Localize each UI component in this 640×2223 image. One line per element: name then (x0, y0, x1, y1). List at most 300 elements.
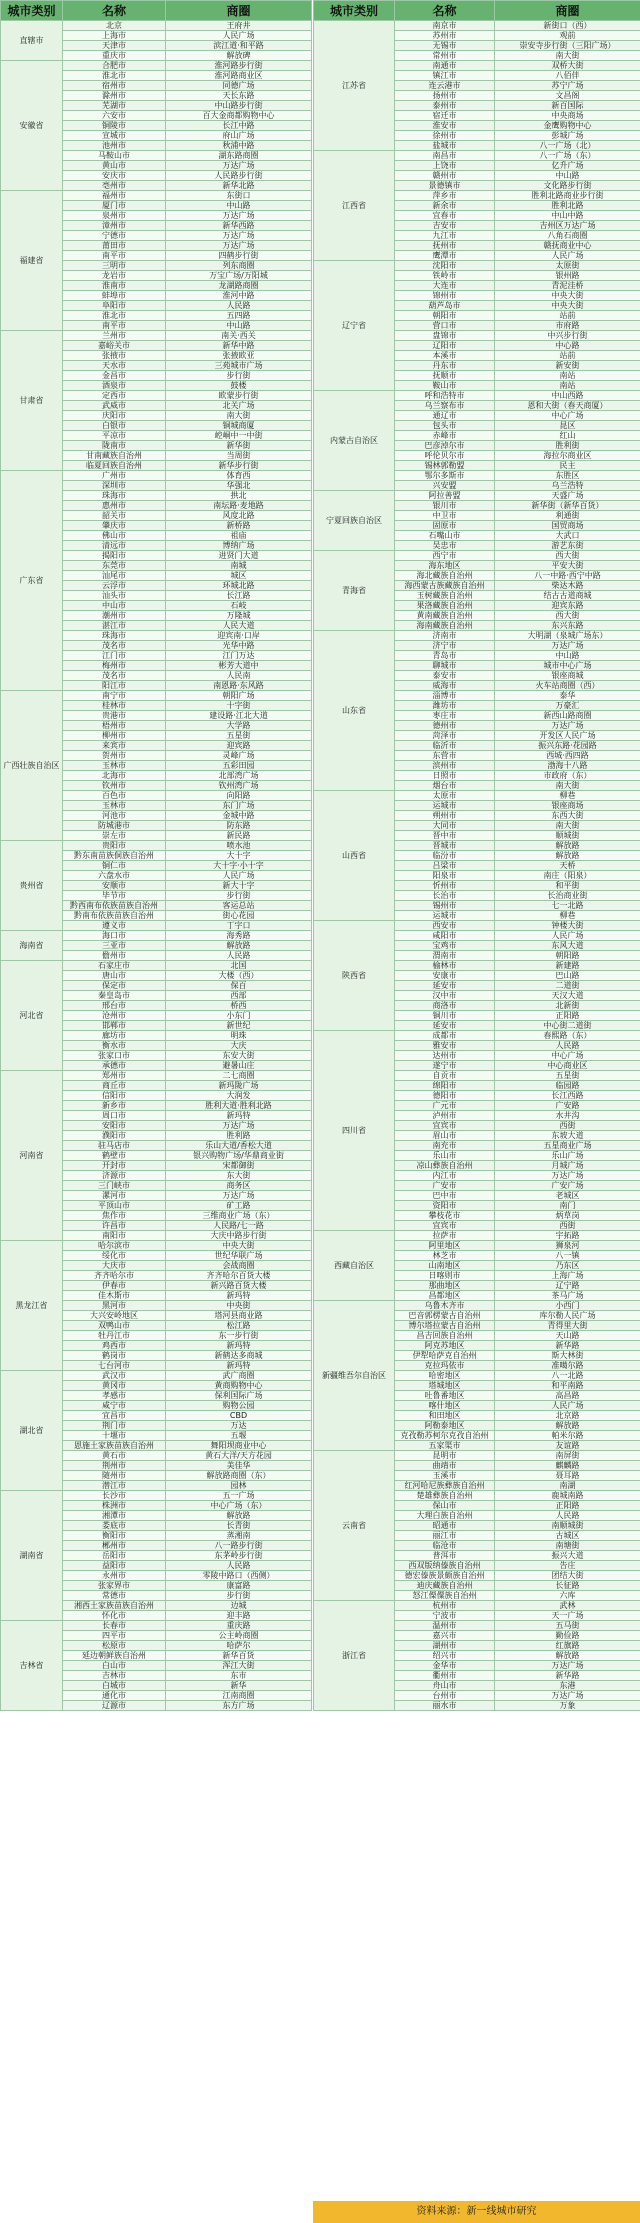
mall-cell: 西街 (495, 1121, 640, 1131)
city-cell: 南昌市 (395, 151, 495, 161)
city-cell: 吉林市 (63, 1671, 166, 1681)
city-cell: 钦州市 (63, 781, 166, 791)
mall-cell: 柳巷 (495, 791, 640, 801)
mall-cell: 长征路 (495, 1581, 640, 1591)
city-header: 名称 (395, 1, 495, 21)
city-cell: 黑河市 (63, 1301, 166, 1311)
mall-cell: 华强北 (166, 481, 312, 491)
city-cell: 郴州市 (63, 1541, 166, 1551)
mall-cell: 新华西路 (166, 221, 312, 231)
mall-cell: 中心路 (495, 341, 640, 351)
city-cell: 海东地区 (395, 561, 495, 571)
city-cell: 济宁市 (395, 641, 495, 651)
city-header: 名称 (63, 1, 166, 21)
city-cell: 泰州市 (395, 101, 495, 111)
table-row (1, 1241, 312, 1251)
mall-cell: 朝阳广场 (166, 691, 312, 701)
mall-cell: 人民路 (166, 301, 312, 311)
city-cell: 宿迁市 (395, 111, 495, 121)
city-cell: 青岛市 (395, 651, 495, 661)
province-cell: 广东省 (1, 471, 63, 691)
mall-cell: 东门广场 (166, 801, 312, 811)
city-cell: 金华市 (395, 1661, 495, 1671)
province-cell: 山西省 (314, 791, 395, 921)
mall-cell: 银座商场 (495, 801, 640, 811)
mall-cell: 高昌路 (495, 1391, 640, 1401)
city-cell: 荆州市 (63, 1461, 166, 1471)
province-cell: 甘肃省 (1, 331, 63, 471)
mall-cell: 防东路 (166, 821, 312, 831)
city-cell: 宣城市 (63, 131, 166, 141)
table-row (314, 551, 640, 561)
mall-cell: 万达 (166, 1421, 312, 1431)
city-cell: 连云港市 (395, 81, 495, 91)
mall-cell: 西大街 (495, 551, 640, 561)
mall-cell: 解放路商圈（东） (166, 1471, 312, 1481)
mall-cell: 新安街 (495, 361, 640, 371)
mall-cell: 重庆路 (166, 1621, 312, 1631)
city-cell: 雅安市 (395, 1041, 495, 1051)
mall-cell: 太原街 (495, 261, 640, 271)
city-cell: 绍兴市 (395, 1651, 495, 1661)
mall-cell: 八一镇 (495, 1251, 640, 1261)
table-row (314, 21, 640, 31)
province-cell: 宁夏回族自治区 (314, 491, 395, 551)
mall-cell: 二道街 (495, 981, 640, 991)
city-cell: 运城市 (395, 801, 495, 811)
city-cell: 儋州市 (63, 951, 166, 961)
mall-cell: 南大街 (495, 51, 640, 61)
mall-cell: 乃东区 (495, 1261, 640, 1271)
city-cell: 无锡市 (395, 41, 495, 51)
mall-cell: 胜利北路商业步行街 (495, 191, 640, 201)
mall-cell: 渤海十八路 (495, 761, 640, 771)
mall-cell: 东一步行街 (166, 1331, 312, 1341)
mall-cell: 西大街 (495, 611, 640, 621)
city-cell: 漳州市 (63, 221, 166, 231)
mall-header: 商圈 (495, 1, 640, 21)
city-cell: 保山市 (395, 1501, 495, 1511)
province-cell: 贵州省 (1, 841, 63, 931)
mall-cell: 边城 (166, 1601, 312, 1611)
city-cell: 鹤岗市 (63, 1351, 166, 1361)
mall-cell: 新华北路 (166, 181, 312, 191)
city-cell: 新乡市 (63, 1101, 166, 1111)
city-cell: 张掖市 (63, 351, 166, 361)
mall-cell: 苏宁广场 (495, 81, 640, 91)
city-cell: 崇左市 (63, 831, 166, 841)
city-cell: 白山市 (63, 1661, 166, 1671)
mall-cell: 振兴东路·花园路 (495, 741, 640, 751)
table-row (1, 961, 312, 971)
mall-cell: 大武口 (495, 531, 640, 541)
city-cell: 克孜勒苏柯尔克孜自治州 (395, 1431, 495, 1441)
city-cell: 塔城地区 (395, 1381, 495, 1391)
mall-cell: 迎宾路 (166, 741, 312, 751)
city-cell: 七台河市 (63, 1361, 166, 1371)
city-cell: 梅州市 (63, 661, 166, 671)
mall-cell: 天山路 (495, 1331, 640, 1341)
mall-cell: 中山路 (495, 651, 640, 661)
city-cell: 银川市 (395, 501, 495, 511)
city-cell: 淄博市 (395, 691, 495, 701)
mall-cell: 武林 (495, 1601, 640, 1611)
city-cell: 巴音郭楞蒙古自治州 (395, 1311, 495, 1321)
city-cell: 玉溪市 (395, 1471, 495, 1481)
city-cell: 泉州市 (63, 211, 166, 221)
mall-cell: 万达广场 (495, 641, 640, 651)
mall-cell: 辽宁路 (495, 1281, 640, 1291)
city-cell: 昭通市 (395, 1521, 495, 1531)
city-cell: 珠海市 (63, 631, 166, 641)
city-cell: 绥化市 (63, 1251, 166, 1261)
city-cell: 杭州市 (395, 1601, 495, 1611)
city-cell: 遵义市 (63, 921, 166, 931)
mall-cell: 八一广场（东） (495, 151, 640, 161)
province-cell: 海南省 (1, 931, 63, 961)
city-cell: 大庆市 (63, 1261, 166, 1271)
city-cell: 孝感市 (63, 1391, 166, 1401)
mall-header: 商圈 (166, 1, 312, 21)
city-cell: 德州市 (395, 721, 495, 731)
mall-cell: 明珠 (166, 1031, 312, 1041)
city-cell: 丹东市 (395, 361, 495, 371)
city-cell: 鞍山市 (395, 381, 495, 391)
city-cell: 开封市 (63, 1161, 166, 1171)
mall-cell: 人民路 (495, 1511, 640, 1521)
mall-cell: 万达广场 (166, 1121, 312, 1131)
table-row (314, 261, 640, 271)
city-cell: 温州市 (395, 1621, 495, 1631)
city-cell: 萍乡市 (395, 191, 495, 201)
city-cell: 延安市 (395, 981, 495, 991)
province-cell: 内蒙古自治区 (314, 391, 395, 491)
left-table (0, 0, 311, 1711)
city-cell: 楚雄彝族自治州 (395, 1491, 495, 1501)
mall-cell: 人民南 (166, 671, 312, 681)
city-cell: 滁州市 (63, 91, 166, 101)
city-cell: 来宾市 (63, 741, 166, 751)
city-cell: 拉萨市 (395, 1231, 495, 1241)
city-cell: 三门峡市 (63, 1181, 166, 1191)
province-header: 城市类别 (314, 1, 395, 21)
mall-cell: 王府井 (166, 21, 312, 31)
mall-cell: 万达广场 (495, 1171, 640, 1181)
city-cell: 陇南市 (63, 441, 166, 451)
province-cell: 吉林省 (1, 1621, 63, 1711)
city-cell: 随州市 (63, 1471, 166, 1481)
city-cell: 益阳市 (63, 1561, 166, 1571)
mall-cell: 新民路 (166, 831, 312, 841)
city-cell: 哈尔滨市 (63, 1241, 166, 1251)
mall-cell: 万隆城 (166, 611, 312, 621)
city-cell: 商洛市 (395, 1001, 495, 1011)
mall-cell: 五马街 (495, 1621, 640, 1631)
mall-cell: 泰华 (495, 691, 640, 701)
city-cell: 晋城市 (395, 841, 495, 851)
province-cell: 新疆维吾尔自治区 (314, 1301, 395, 1451)
city-cell: 黄冈市 (63, 1381, 166, 1391)
city-cell: 苏州市 (395, 31, 495, 41)
mall-cell: 南门 (495, 1201, 640, 1211)
mall-cell: 鹿城南路 (495, 1491, 640, 1501)
city-cell: 通化市 (63, 1691, 166, 1701)
city-cell: 东营市 (395, 751, 495, 761)
mall-cell: 中山路步行街 (166, 101, 312, 111)
table-row (1, 471, 312, 481)
city-cell: 商丘市 (63, 1081, 166, 1091)
city-cell: 潍坊市 (395, 701, 495, 711)
city-cell: 徐州市 (395, 131, 495, 141)
mall-cell: 团结大街 (495, 1571, 640, 1581)
mall-cell: 十字街 (166, 701, 312, 711)
mall-cell: 八佰伴 (495, 71, 640, 81)
city-cell: 常州市 (395, 51, 495, 61)
city-cell: 铜陵市 (63, 121, 166, 131)
mall-cell: 乐山广场 (495, 1151, 640, 1161)
city-cell: 佛山市 (63, 531, 166, 541)
city-cell: 湖州市 (395, 1641, 495, 1651)
city-cell: 太原市 (395, 791, 495, 801)
province-cell: 湖南省 (1, 1491, 63, 1621)
mall-cell: 大庆中路步行街 (166, 1231, 312, 1241)
city-cell: 吐鲁番地区 (395, 1391, 495, 1401)
city-cell: 惠州市 (63, 501, 166, 511)
city-cell: 四平市 (63, 1631, 166, 1641)
mall-cell: 解放路 (495, 851, 640, 861)
city-cell: 鹰潭市 (395, 251, 495, 261)
city-cell: 赤峰市 (395, 431, 495, 441)
mall-cell: 中山西路 (495, 391, 640, 401)
mall-cell: 正阳路 (495, 1011, 640, 1021)
mall-cell: 新大十字 (166, 881, 312, 891)
right-table (313, 0, 640, 1711)
mall-cell: 购物公园 (166, 1401, 312, 1411)
mall-cell: 步行街 (166, 1591, 312, 1601)
mall-cell: 崆峒中一中街 (166, 431, 312, 441)
mall-cell: 中山路 (166, 201, 312, 211)
source-note: 资料来源：新一线城市研究 (313, 2201, 640, 2223)
city-cell: 十堰市 (63, 1431, 166, 1441)
city-cell: 信阳市 (63, 1091, 166, 1101)
table-row (1, 21, 312, 31)
mall-cell: 江门万达 (166, 651, 312, 661)
city-cell: 那曲地区 (395, 1281, 495, 1291)
mall-cell: 平安大街 (495, 561, 640, 571)
city-cell: 朝阳市 (395, 311, 495, 321)
mall-cell: 火车站商圈（西） (495, 681, 640, 691)
city-cell: 西双版纳傣族自治州 (395, 1561, 495, 1571)
city-cell: 武威市 (63, 401, 166, 411)
table-row (1, 691, 312, 701)
city-cell: 玉林市 (63, 761, 166, 771)
city-cell: 昆明市 (395, 1451, 495, 1461)
mall-cell: 南坛路·麦地路 (166, 501, 312, 511)
province-cell: 河北省 (1, 961, 63, 1071)
mall-cell: 新世纪 (166, 1021, 312, 1031)
city-cell: 林芝市 (395, 1251, 495, 1261)
mall-cell: 南屏街 (495, 1451, 640, 1461)
mall-cell: 欧蒙步行街 (166, 391, 312, 401)
city-cell: 眉山市 (395, 1131, 495, 1141)
table-row (314, 791, 640, 801)
province-cell: 黑龙江省 (1, 1241, 63, 1371)
city-cell: 鹤壁市 (63, 1151, 166, 1161)
mall-cell: 西城·西四路 (495, 751, 640, 761)
table-row (1, 1371, 312, 1381)
mall-cell: 保百 (166, 981, 312, 991)
city-cell: 丽江市 (395, 1531, 495, 1541)
mall-cell: 聂耳路 (495, 1471, 640, 1481)
table-row (1, 1071, 312, 1081)
mall-cell: 迎宾南·口岸 (166, 631, 312, 641)
table-row (1, 931, 312, 941)
city-cell: 南平市 (63, 321, 166, 331)
city-cell: 红河哈尼族彝族自治州 (395, 1481, 495, 1491)
mall-cell: 长青街 (166, 1521, 312, 1531)
mall-cell: 结古古道商城 (495, 591, 640, 601)
mall-cell: 万宝广场/万阳城 (166, 271, 312, 281)
city-cell: 铁岭市 (395, 271, 495, 281)
mall-cell: 三维商业广场（东） (166, 1211, 312, 1221)
mall-cell: 五一广场 (166, 1491, 312, 1501)
mall-cell: 文化路步行街 (495, 181, 640, 191)
province-cell: 湖北省 (1, 1371, 63, 1491)
city-cell: 茂名市 (63, 671, 166, 681)
mall-cell: 海拉尔商业区 (495, 451, 640, 461)
mall-cell: 新华路 (495, 1341, 640, 1351)
city-cell: 亳州市 (63, 181, 166, 191)
mall-cell: 观前 (495, 31, 640, 41)
table-row (314, 1301, 640, 1311)
city-cell: 普洱市 (395, 1551, 495, 1561)
city-cell: 渭南市 (395, 951, 495, 961)
city-cell: 自贡市 (395, 1071, 495, 1081)
city-cell: 南宁市 (63, 691, 166, 701)
city-cell: 毕节市 (63, 891, 166, 901)
city-cell: 金昌市 (63, 371, 166, 381)
city-cell: 宜昌市 (63, 1411, 166, 1421)
table-row (314, 1231, 640, 1241)
city-cell: 玉树藏族自治州 (395, 591, 495, 601)
mall-cell: 五四路 (166, 311, 312, 321)
city-cell: 莆田市 (63, 241, 166, 251)
mall-cell: 古城区 (495, 1531, 640, 1541)
mall-cell: 大十字 (166, 851, 312, 861)
city-cell: 黔东南苗族侗族自治州 (63, 851, 166, 861)
city-cell: 怀化市 (63, 1611, 166, 1621)
city-cell: 清远市 (63, 541, 166, 551)
city-cell: 濮阳市 (63, 1131, 166, 1141)
mall-cell: 告庄 (495, 1561, 640, 1571)
mall-cell: 中山路 (495, 171, 640, 181)
mall-cell: 金鹰购物中心 (495, 121, 640, 131)
city-cell: 宁德市 (63, 231, 166, 241)
mall-cell: 塔河县商业路 (166, 1311, 312, 1321)
mall-cell: 大明湖（泉城广场东） (495, 631, 640, 641)
mall-cell: 江南商圈 (166, 1691, 312, 1701)
mall-cell: 万达广场 (495, 1661, 640, 1671)
city-cell: 包头市 (395, 421, 495, 431)
city-cell: 重庆市 (63, 51, 166, 61)
city-cell: 葫芦岛市 (395, 301, 495, 311)
left-header-row (1, 1, 312, 21)
city-cell: 安顺市 (63, 881, 166, 891)
city-cell: 长春市 (63, 1621, 166, 1631)
mall-cell: 巴山路 (495, 971, 640, 981)
city-cell: 长治市 (395, 891, 495, 901)
city-cell: 锦州市 (395, 291, 495, 301)
mall-cell: 乌兰浩特 (495, 481, 640, 491)
city-cell: 抚州市 (395, 241, 495, 251)
mall-cell: 保利国际广场 (166, 1391, 312, 1401)
province-cell: 江西省 (314, 151, 395, 261)
table-row (1, 191, 312, 201)
city-cell: 淮安市 (395, 121, 495, 131)
mall-cell: 淮河中路 (166, 291, 312, 301)
city-cell: 广州市 (63, 471, 166, 481)
mall-cell: 新华街 (166, 441, 312, 451)
mall-cell: 北新街 (495, 1001, 640, 1011)
city-cell: 乐山市 (395, 1151, 495, 1161)
city-cell: 北海市 (63, 771, 166, 781)
city-cell: 延安市 (395, 1021, 495, 1031)
left-table-body (1, 21, 312, 1711)
city-cell: 昌吉回族自治州 (395, 1331, 495, 1341)
mall-cell: 万达广场 (166, 1191, 312, 1201)
mall-cell: 灵峰广场 (166, 751, 312, 761)
mall-cell: 湖东路商圈 (166, 151, 312, 161)
mall-cell: 东安大街 (166, 1051, 312, 1061)
city-cell: 德阳市 (395, 1091, 495, 1101)
mall-cell: 春熙路（东） (495, 1031, 640, 1041)
city-cell: 延边朝鲜族自治州 (63, 1651, 166, 1661)
city-cell: 营口市 (395, 321, 495, 331)
mall-cell: 万达广场 (166, 231, 312, 241)
city-cell: 达州市 (395, 1051, 495, 1061)
mall-cell: 人民路/七一路 (166, 1221, 312, 1231)
city-cell: 荆门市 (63, 1421, 166, 1431)
city-cell: 云浮市 (63, 581, 166, 591)
city-cell: 酒泉市 (63, 381, 166, 391)
mall-cell: 舞阳坝商业中心 (166, 1441, 312, 1451)
table-row (1, 331, 312, 341)
mall-cell: 二七商圈 (166, 1071, 312, 1081)
city-cell: 永州市 (63, 1571, 166, 1581)
city-cell: 通辽市 (395, 411, 495, 421)
city-cell: 恩施土家族苗族自治州 (63, 1441, 166, 1451)
mall-cell: 中央街 (166, 1301, 312, 1311)
mall-cell: 进贤门大道 (166, 551, 312, 561)
mall-cell: 大学路 (166, 721, 312, 731)
city-cell: 上饶市 (395, 161, 495, 171)
city-cell: 运城市 (395, 911, 495, 921)
mall-cell: 北京路 (495, 1411, 640, 1421)
city-cell: 韶关市 (63, 511, 166, 521)
city-cell: 宜宾市 (395, 1121, 495, 1131)
table-row (314, 491, 640, 501)
mall-cell: 商务区 (166, 1181, 312, 1191)
city-cell: 南通市 (395, 61, 495, 71)
mall-cell: 中央商场 (495, 111, 640, 121)
mall-cell: 和平南路 (495, 1381, 640, 1391)
province-header: 城市类别 (1, 1, 63, 21)
right-header-row (314, 1, 640, 21)
city-cell: 五家渠市 (395, 1441, 495, 1451)
mall-cell: 中心广场 (495, 411, 640, 421)
mall-cell: 文昌阁 (495, 91, 640, 101)
city-cell: 邯郸市 (63, 1021, 166, 1031)
